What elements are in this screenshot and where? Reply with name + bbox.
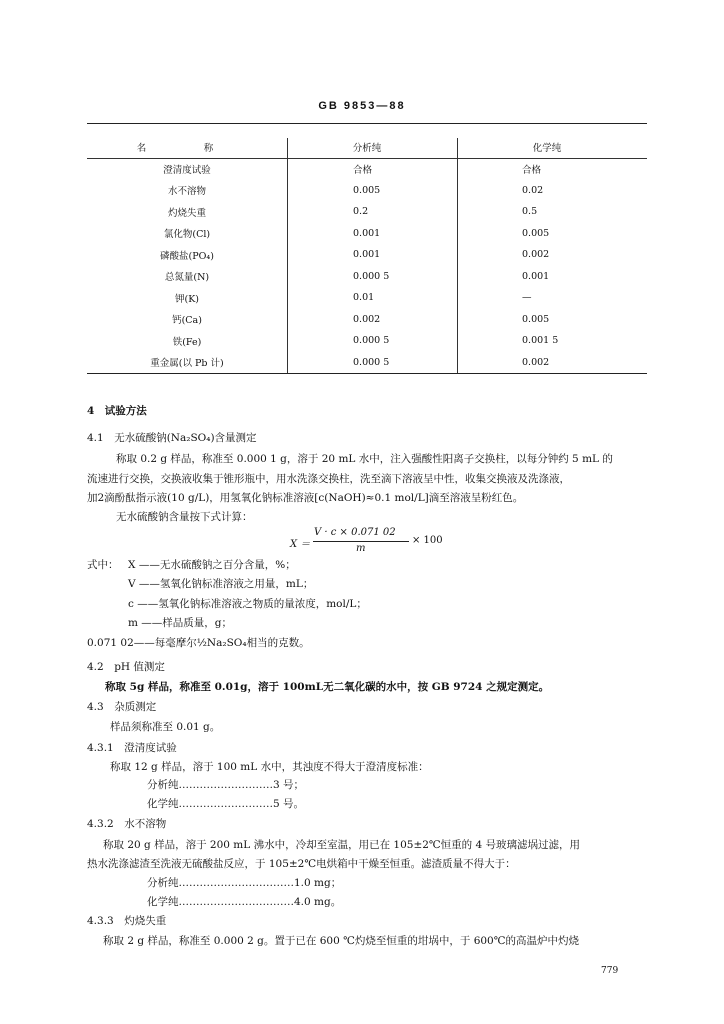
item-name-cell: 重金属(以 Pb 计) [150, 358, 224, 370]
chemical-grade-cell: 0.001 [522, 270, 550, 282]
table-row [87, 330, 647, 352]
paragraph-line: 加2滴酚酞指示液(10 g/L)，用氢氧化钠标准溶液[c(NaOH)≈0.1 mol/L]滴至溶液呈粉红色。 [87, 492, 524, 504]
item-name-cell: 澄清度试验 [163, 164, 211, 176]
section-4-3-3-title: 4.3.3 灼烧失重 [87, 915, 167, 927]
table-top-rule [87, 123, 647, 124]
analytical-grade-cell: 0.01 [353, 292, 375, 304]
grade-line: 分析纯………………………3 号； [147, 779, 305, 791]
item-name-cell: 灼烧失重 [167, 207, 206, 219]
definition: X ——无水硫酸钠之百分含量，%； [128, 559, 296, 571]
analytical-grade-cell: 0.000 5 [353, 356, 390, 368]
analytical-grade-cell: 0.001 [353, 227, 381, 239]
formula-numerator: V · c × 0.071 02 [314, 527, 396, 538]
paragraph-line: 称取 5g 样品，称准至 0.01g，溶于 100mL无二氧化碳的水中，按 GB 9724 之规定测定。 [105, 681, 550, 693]
paragraph-line: 流速进行交换，交换液收集于锥形瓶中，用水洗涤交换柱，洗至滴下溶液呈中性，收集交换液及洗涤液， [87, 473, 570, 485]
definition: V ——氢氧化钠标准溶液之用量，mL； [128, 578, 314, 590]
table-row [87, 309, 647, 331]
table-row [87, 244, 647, 266]
chemical-grade-cell: 0.002 [522, 356, 550, 368]
table-row [87, 287, 647, 309]
table-row [87, 158, 647, 180]
paragraph-line: 称取 0.2 g 样品，称准至 0.000 1 g，溶于 20 mL 水中，注入强酸性阳离子交换柱，以每分钟约 5 mL 的 [116, 453, 613, 465]
fraction-bar [313, 541, 409, 542]
chemical-grade-cell: 0.002 [522, 249, 550, 261]
item-name-cell: 总氮量(N) [164, 272, 210, 284]
paragraph-line: 称取 12 g 样品，溶于 100 mL 水中，其浊度不得大于澄清度标准： [110, 761, 429, 773]
item-name-cell: 铁(Fe) [172, 336, 202, 348]
where-label: 式中： [87, 559, 119, 571]
header-name: 名 称 [136, 143, 238, 154]
analytical-grade-cell: 0.000 5 [353, 270, 390, 282]
grade-line: 化学纯………………………5 号。 [147, 798, 305, 810]
section-4-1-title: 4.1 无水硫酸钠(Na₂SO₄)含量测定 [87, 432, 257, 444]
chemical-grade-cell: 0.5 [522, 206, 538, 218]
header-chemical: 化学纯 [532, 143, 562, 154]
table-row [87, 201, 647, 223]
section-heading: 4 试验方法 [87, 405, 147, 417]
item-name-cell: 水不溶物 [167, 186, 206, 198]
section-4-3-2-title: 4.3.2 水不溶物 [87, 818, 167, 830]
definition: c ——氢氧化钠标准溶液之物质的量浓度，mol/L； [128, 598, 367, 610]
header-analytical: 分析纯 [352, 143, 382, 154]
table-header-row [87, 136, 647, 158]
table-row [87, 223, 647, 245]
paragraph-line: 无水硫酸钠含量按下式计算： [116, 511, 253, 523]
analytical-grade-cell: 0.001 [353, 249, 381, 261]
formula-rhs: × 100 [412, 535, 443, 546]
table-bottom-rule [87, 373, 647, 374]
chemical-grade-cell: 0.005 [522, 227, 550, 239]
paragraph-line: 称取 2 g 样品，称准至 0.000 2 g。置于已在 600 ℃灼烧至恒重的坩埚中，于 600℃的高温炉中灼烧 [103, 935, 579, 947]
paragraph-line: 热水洗涤滤渣至洗液无硫酸盐反应，于 105±2℃电烘箱中干燥至恒重。滤渣质量不得大于： [87, 858, 516, 870]
page-header: GB 9853—88 [318, 100, 406, 112]
formula-lhs: X ＝ [290, 539, 311, 550]
chemical-grade-cell: 0.02 [522, 184, 544, 196]
item-name-cell: 磷酸盐(PO₄) [160, 250, 214, 262]
paragraph-line: 样品须称准至 0.01 g。 [110, 721, 221, 733]
analytical-grade-cell: 0.002 [353, 313, 381, 325]
analytical-grade-cell: 0.005 [353, 184, 381, 196]
grade-line: 分析纯……………………………1.0 mg； [147, 877, 342, 889]
item-name-cell: 钾(K) [174, 293, 199, 305]
table-row [87, 266, 647, 288]
section-4-3-title: 4.3 杂质测定 [87, 701, 157, 713]
table-row [87, 352, 647, 374]
chemical-grade-cell: 0.005 [522, 313, 550, 325]
definition: 0.071 02——每毫摩尔½Na₂SO₄相当的克数。 [87, 637, 310, 649]
formula-denominator: m [356, 543, 366, 554]
definition: m ——样品质量，g； [128, 617, 233, 629]
paragraph-line: 称取 20 g 样品，溶于 200 mL 沸水中，冷却至室温，用已在 105±2℃恒重的 4 号玻璃滤埚过滤，用 [103, 839, 581, 851]
analytical-grade-cell: 0.2 [353, 206, 369, 218]
analytical-grade-cell: 合格 [353, 164, 373, 176]
page-number: 779 [601, 966, 619, 976]
section-4-3-1-title: 4.3.1 澄清度试验 [87, 742, 177, 754]
grade-line: 化学纯……………………………4.0 mg。 [147, 896, 342, 908]
section-4-2-title: 4.2 pH 值测定 [87, 661, 165, 673]
item-name-cell: 氯化物(Cl) [163, 229, 211, 241]
specification-table [87, 136, 647, 373]
chemical-grade-cell: 合格 [522, 164, 542, 176]
item-name-cell: 钙(Ca) [172, 315, 202, 327]
table-row [87, 180, 647, 202]
analytical-grade-cell: 0.000 5 [353, 335, 390, 347]
chemical-grade-cell: 0.001 5 [522, 335, 559, 347]
chemical-grade-cell: — [522, 292, 532, 304]
